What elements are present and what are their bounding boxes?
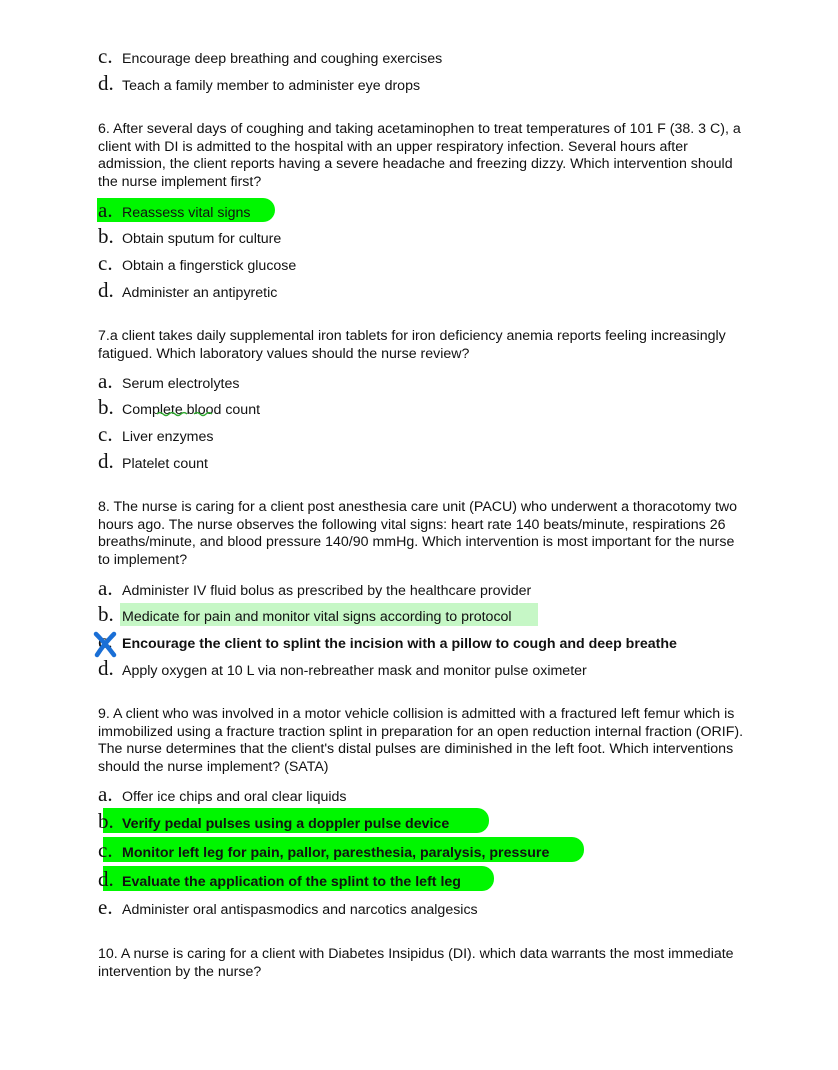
option-a — [98, 576, 531, 600]
option-letter: b. — [98, 224, 114, 248]
option-text: Administer oral antispasmodics and narcotics analgesics — [122, 902, 478, 918]
option-text: Administer IV fluid bolus as prescribed by the healthcare provider — [122, 583, 532, 599]
option-a — [98, 782, 347, 806]
option-c — [98, 44, 442, 68]
option-text: Verify pedal pulses using a doppler pulse device — [122, 816, 450, 832]
option-letter: c. — [98, 629, 113, 653]
option-letter: d. — [98, 449, 114, 473]
option-letter: d. — [98, 656, 114, 680]
question-stem: 9. A client who was involved in a motor vehicle collision is admitted with a fractured left femur which is immobilized using a fracture traction splint in preparation for an open reduction internal fraction (ORIF). The nurse determines that the client's distal pulses are diminished in the left foot. Which interventions should the nurse implement? (SATA) — [98, 706, 744, 775]
question-8 — [98, 499, 748, 569]
option-letter: b. — [98, 395, 114, 419]
option-text: Obtain sputum for culture — [122, 231, 282, 247]
option-text: Evaluate the application of the splint to the left leg — [122, 874, 461, 890]
question-9 — [98, 706, 748, 776]
option-letter: a. — [98, 198, 113, 222]
option-text: Teach a family member to administer eye drops — [122, 78, 421, 94]
option-d — [98, 71, 420, 95]
option-letter: b. — [98, 809, 114, 833]
option-d — [98, 449, 208, 473]
option-text: Platelet count — [122, 456, 208, 472]
option-letter: c. — [98, 251, 113, 275]
option-text: Encourage deep breathing and coughing exercises — [122, 51, 443, 67]
x-mark-icon — [92, 630, 120, 658]
option-letter: c. — [98, 838, 113, 862]
option-text: Monitor left leg for pain, pallor, paresthesia, paralysis, pressure — [122, 845, 550, 861]
option-letter: b. — [98, 602, 114, 626]
question-10 — [98, 946, 748, 981]
option-c — [98, 422, 213, 446]
option-letter: d. — [98, 278, 114, 302]
option-text: Serum electrolytes — [122, 376, 240, 392]
option-c — [98, 838, 549, 862]
option-text: Apply oxygen at 10 L via non-rebreather mask and monitor pulse oximeter — [122, 663, 587, 679]
option-text: Complete blood count — [122, 402, 261, 418]
option-d — [98, 656, 587, 680]
question-6 — [98, 121, 748, 191]
option-text: Offer ice chips and oral clear liquids — [122, 789, 347, 805]
option-text: Administer an antipyretic — [122, 285, 278, 301]
option-b — [98, 809, 449, 833]
option-letter: a. — [98, 369, 113, 393]
option-text: Encourage the client to splint the incision with a pillow to cough and deep breathe — [122, 636, 677, 652]
question-stem: 8. The nurse is caring for a client post anesthesia care unit (PACU) who underwent a thoracotomy two hours ago. The nurse observes the following vital signs: heart rate 140 beats/minute, respirations 26 breaths/minute, and blood pressure 140/90 mmHg. Which intervention is most important for the nurse to implement? — [98, 499, 738, 568]
option-a — [98, 198, 251, 222]
option-d — [98, 867, 461, 891]
option-b — [98, 602, 512, 626]
option-text: Medicate for pain and monitor vital signs according to protocol — [122, 609, 512, 625]
option-b — [98, 224, 281, 248]
option-a — [98, 369, 239, 393]
option-c — [98, 251, 296, 275]
option-d — [98, 278, 277, 302]
option-letter: c. — [98, 422, 113, 446]
option-letter: d. — [98, 71, 114, 95]
option-letter: e. — [98, 895, 113, 919]
question-stem: 10. A nurse is caring for a client with Diabetes Insipidus (DI). which data warrants the most immediate intervention by the nurse? — [98, 946, 734, 980]
option-letter: a. — [98, 576, 113, 600]
option-letter: c. — [98, 44, 113, 68]
question-stem: 7.a client takes daily supplemental iron tablets for iron deficiency anemia reports feeling increasingly fatigued. Which laboratory values should the nurse review? — [98, 328, 726, 362]
option-text: Reassess vital signs — [122, 205, 251, 221]
option-c — [98, 629, 677, 653]
option-text: Obtain a fingerstick glucose — [122, 258, 297, 274]
option-text: Liver enzymes — [122, 429, 214, 445]
option-letter: d. — [98, 867, 114, 891]
option-letter: a. — [98, 782, 113, 806]
squiggle-underline-icon — [156, 410, 216, 418]
option-e — [98, 895, 478, 919]
question-7 — [98, 328, 748, 363]
question-stem: 6. After several days of coughing and taking acetaminophen to treat temperatures of 101 F (38. 3 C), a client with DI is admitted to the hospital with an upper respiratory infection. Several hours after admission, the client reports having a severe headache and freezing dizzy. Which intervention should the nurse implement first? — [98, 121, 741, 190]
